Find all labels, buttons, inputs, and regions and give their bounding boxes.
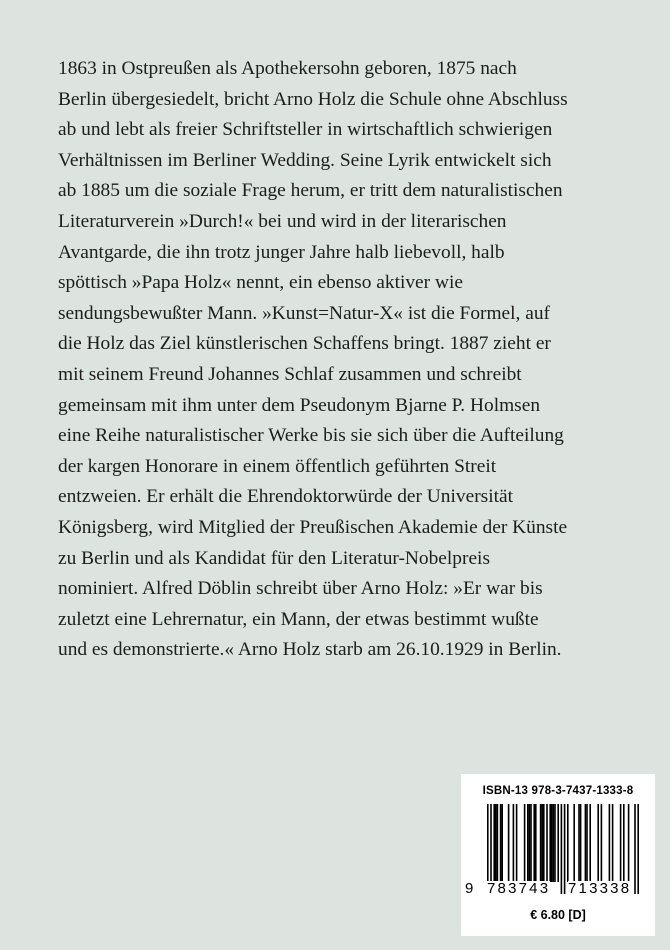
barcode-bar xyxy=(578,804,580,882)
barcode-digits-right: 713338 xyxy=(568,880,632,897)
barcode-digits-left: 783743 xyxy=(487,880,551,897)
barcode-bar xyxy=(497,804,499,882)
barcode-bar xyxy=(540,804,542,882)
biography-line: mit seinem Freund Johannes Schlaf zusammen und schreibt xyxy=(58,363,522,385)
barcode-bar xyxy=(623,804,625,882)
barcode-bar xyxy=(567,804,569,882)
biography-line: nominiert. Alfred Döblin schreibt über Arno Holz: »Er war bis xyxy=(58,578,543,600)
barcode-bar xyxy=(609,804,611,882)
isbn-label: ISBN-13 978-3-7437-1333-8 xyxy=(482,785,634,797)
barcode-bar xyxy=(612,804,614,882)
biography-line: Verhältnissen im Berliner Wedding. Seine Lyrik entwickelt sich xyxy=(58,149,552,171)
author-biography xyxy=(58,54,618,666)
biography-line: und es demonstrierte.« Arno Holz starb am 26.10.1929 in Berlin. xyxy=(58,639,562,661)
barcode-bar xyxy=(530,804,532,882)
biography-line: eine Reihe naturalistischer Werke bis sie sich über die Aufteilung xyxy=(58,425,564,447)
barcode-guard-bar xyxy=(634,804,636,894)
barcode-bar xyxy=(527,804,529,882)
barcode-bar xyxy=(551,804,553,882)
biography-line: zuletzt eine Lehrernatur, ein Mann, der etwas bestimmt wußte xyxy=(58,608,539,630)
barcode-bar xyxy=(501,804,503,882)
price-label: € 6.80 [D] xyxy=(530,908,586,922)
biography-line: ab 1885 um die soziale Frage herum, er tritt dem naturalistischen xyxy=(58,180,563,202)
barcode-guard-bar xyxy=(561,804,563,894)
barcode-bar xyxy=(500,804,502,882)
barcode-bar xyxy=(535,804,537,882)
barcode-digit-first: 9 xyxy=(465,880,474,897)
barcode-bar xyxy=(557,804,559,882)
biography-line: Literaturverein »Durch!« bei und wird in der literarischen xyxy=(58,210,507,232)
barcode-bar xyxy=(586,804,588,882)
barcode-bar xyxy=(513,804,515,882)
biography-line: sendungsbewußter Mann. »Kunst=Natur-X« ist die Formel, auf xyxy=(58,302,550,324)
barcode-bar xyxy=(493,804,495,882)
barcode-bar xyxy=(543,804,545,882)
biography-line: entzweien. Er erhält die Ehrendoktorwürde der Universität xyxy=(58,486,513,508)
barcode-guard-bar xyxy=(564,804,566,894)
barcode-bar xyxy=(529,804,531,882)
barcode-bar xyxy=(508,804,510,882)
biography-line: 1863 in Ostpreußen als Apothekersohn geboren, 1875 nach xyxy=(58,58,517,79)
barcode-bar xyxy=(589,804,591,882)
barcode-bar xyxy=(620,804,622,882)
biography-line: ab und lebt als freier Schriftsteller in wirtschaftlich schwierigen xyxy=(58,119,553,141)
barcode-bar xyxy=(495,804,497,882)
biography-line: zu Berlin und als Kandidat für den Literatur-Nobelpreis xyxy=(58,547,490,569)
barcode-bar xyxy=(597,804,599,882)
barcode-bar xyxy=(546,804,548,882)
biography-line: gemeinsam mit ihm unter dem Pseudonym Bjarne P. Holmsen xyxy=(58,394,541,416)
barcode-bar xyxy=(580,804,582,882)
barcode-bar xyxy=(554,804,556,882)
biography-line: Berlin übergesiedelt, bricht Arno Holz die Schule ohne Abschluss xyxy=(58,88,568,110)
biography-line: die Holz das Ziel künstlerischen Schaffens bringt. 1887 zieht er xyxy=(58,333,551,355)
biography-line: der kargen Honorare in einem öffentlich geführten Streit xyxy=(58,455,497,477)
isbn-barcode-box xyxy=(461,774,655,936)
barcode-bar xyxy=(573,804,575,882)
barcode-bar xyxy=(553,804,555,882)
barcode-guard-bar xyxy=(637,804,639,894)
biography-line: Avantgarde, die ihn trotz junger Jahre halb liebevoll, halb xyxy=(58,241,505,263)
barcode-bar xyxy=(628,804,630,882)
barcode-bar xyxy=(601,804,603,882)
barcode-bar xyxy=(516,804,518,882)
biography-line: spöttisch »Papa Holz« nennt, ein ebenso aktiver wie xyxy=(58,272,463,294)
barcode-bar xyxy=(533,804,535,882)
barcode-bar xyxy=(549,804,551,882)
barcode-bar xyxy=(541,804,543,882)
biography-line: Königsberg, wird Mitglied der Preußischen Akademie der Künste xyxy=(58,516,568,538)
barcode-bar xyxy=(585,804,587,882)
barcode-bar xyxy=(524,804,526,882)
